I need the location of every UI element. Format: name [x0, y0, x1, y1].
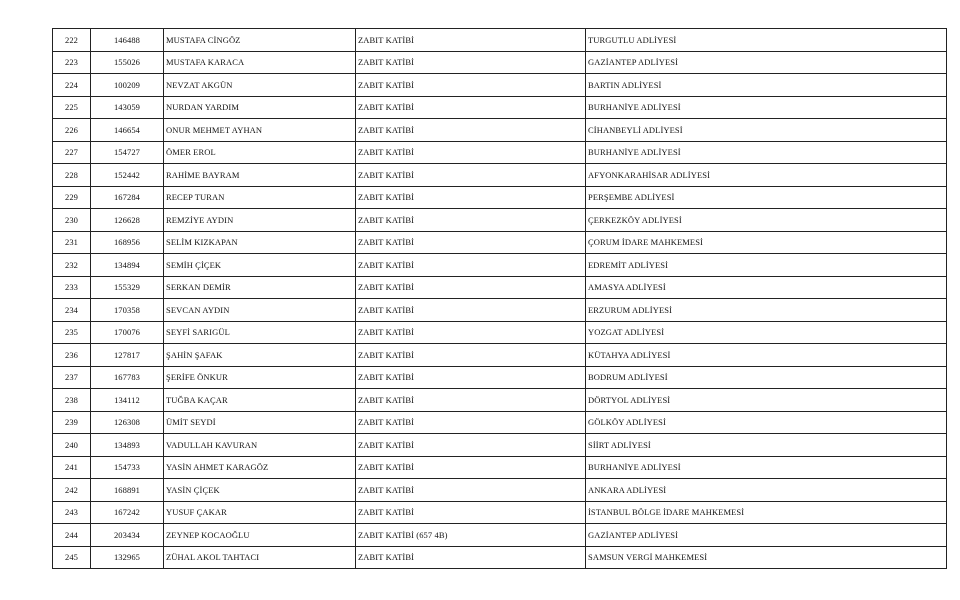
job-title-cell: ZABIT KATİBİ — [356, 141, 586, 164]
full-name-cell: NEVZAT AKGÜN — [164, 74, 356, 97]
unit-cell: TURGUTLU ADLİYESİ — [586, 29, 947, 52]
registry-number-cell: 155026 — [91, 51, 164, 74]
table-row — [53, 186, 947, 209]
unit-cell: AFYONKARAHİSAR ADLİYESİ — [586, 164, 947, 187]
full-name-cell: RECEP TURAN — [164, 186, 356, 209]
row-number-cell: 224 — [53, 74, 91, 97]
row-number-cell: 223 — [53, 51, 91, 74]
row-number-cell: 238 — [53, 389, 91, 412]
full-name-cell: SELİM KIZKAPAN — [164, 231, 356, 254]
full-name-cell: ŞAHİN ŞAFAK — [164, 344, 356, 367]
unit-cell: GAZİANTEP ADLİYESİ — [586, 524, 947, 547]
full-name-cell: ZÜHAL AKOL TAHTACI — [164, 546, 356, 569]
table-row — [53, 321, 947, 344]
registry-number-cell: 132965 — [91, 546, 164, 569]
row-number-cell: 233 — [53, 276, 91, 299]
registry-number-cell: 126628 — [91, 209, 164, 232]
unit-cell: KÜTAHYA ADLİYESİ — [586, 344, 947, 367]
personnel-table — [52, 28, 947, 569]
row-number-cell: 230 — [53, 209, 91, 232]
registry-number-cell: 170358 — [91, 299, 164, 322]
table-row — [53, 276, 947, 299]
unit-cell: BURHANİYE ADLİYESİ — [586, 141, 947, 164]
row-number-cell: 237 — [53, 366, 91, 389]
full-name-cell: MUSTAFA CİNGÖZ — [164, 29, 356, 52]
table-row — [53, 479, 947, 502]
row-number-cell: 232 — [53, 254, 91, 277]
job-title-cell: ZABIT KATİBİ — [356, 344, 586, 367]
job-title-cell: ZABIT KATİBİ (657 4B) — [356, 524, 586, 547]
unit-cell: YOZGAT ADLİYESİ — [586, 321, 947, 344]
registry-number-cell: 203434 — [91, 524, 164, 547]
job-title-cell: ZABIT KATİBİ — [356, 96, 586, 119]
full-name-cell: ŞERİFE ÖNKUR — [164, 366, 356, 389]
row-number-cell: 225 — [53, 96, 91, 119]
full-name-cell: REMZİYE AYDIN — [164, 209, 356, 232]
full-name-cell: YASİN AHMET KARAGÖZ — [164, 456, 356, 479]
row-number-cell: 228 — [53, 164, 91, 187]
table-row — [53, 209, 947, 232]
row-number-cell: 240 — [53, 434, 91, 457]
table-row — [53, 254, 947, 277]
unit-cell: İSTANBUL BÖLGE İDARE MAHKEMESİ — [586, 501, 947, 524]
registry-number-cell: 126308 — [91, 411, 164, 434]
table-row — [53, 231, 947, 254]
table-row — [53, 96, 947, 119]
full-name-cell: ONUR MEHMET AYHAN — [164, 119, 356, 142]
unit-cell: BODRUM ADLİYESİ — [586, 366, 947, 389]
table-row — [53, 434, 947, 457]
registry-number-cell: 154733 — [91, 456, 164, 479]
job-title-cell: ZABIT KATİBİ — [356, 186, 586, 209]
table-row — [53, 546, 947, 569]
unit-cell: SAMSUN VERGİ MAHKEMESİ — [586, 546, 947, 569]
registry-number-cell: 127817 — [91, 344, 164, 367]
table-row — [53, 29, 947, 52]
registry-number-cell: 155329 — [91, 276, 164, 299]
table-row — [53, 344, 947, 367]
personnel-table-body — [53, 29, 947, 569]
full-name-cell: SEYFİ SARIGÜL — [164, 321, 356, 344]
registry-number-cell: 100209 — [91, 74, 164, 97]
job-title-cell: ZABIT KATİBİ — [356, 321, 586, 344]
full-name-cell: SEMİH ÇİÇEK — [164, 254, 356, 277]
job-title-cell: ZABIT KATİBİ — [356, 276, 586, 299]
job-title-cell: ZABIT KATİBİ — [356, 546, 586, 569]
row-number-cell: 242 — [53, 479, 91, 502]
unit-cell: ÇORUM İDARE MAHKEMESİ — [586, 231, 947, 254]
registry-number-cell: 134893 — [91, 434, 164, 457]
job-title-cell: ZABIT KATİBİ — [356, 299, 586, 322]
full-name-cell: SEVCAN AYDIN — [164, 299, 356, 322]
row-number-cell: 243 — [53, 501, 91, 524]
job-title-cell: ZABIT KATİBİ — [356, 389, 586, 412]
registry-number-cell: 154727 — [91, 141, 164, 164]
registry-number-cell: 143059 — [91, 96, 164, 119]
registry-number-cell: 146488 — [91, 29, 164, 52]
full-name-cell: TUĞBA KAÇAR — [164, 389, 356, 412]
row-number-cell: 222 — [53, 29, 91, 52]
row-number-cell: 231 — [53, 231, 91, 254]
row-number-cell: 244 — [53, 524, 91, 547]
unit-cell: BARTIN ADLİYESİ — [586, 74, 947, 97]
job-title-cell: ZABIT KATİBİ — [356, 51, 586, 74]
registry-number-cell: 170076 — [91, 321, 164, 344]
full-name-cell: VADULLAH KAVURAN — [164, 434, 356, 457]
table-row — [53, 299, 947, 322]
job-title-cell: ZABIT KATİBİ — [356, 501, 586, 524]
unit-cell: ERZURUM ADLİYESİ — [586, 299, 947, 322]
registry-number-cell: 168956 — [91, 231, 164, 254]
full-name-cell: NURDAN YARDIM — [164, 96, 356, 119]
registry-number-cell: 167783 — [91, 366, 164, 389]
job-title-cell: ZABIT KATİBİ — [356, 231, 586, 254]
unit-cell: CİHANBEYLİ ADLİYESİ — [586, 119, 947, 142]
full-name-cell: SERKAN DEMİR — [164, 276, 356, 299]
table-row — [53, 366, 947, 389]
job-title-cell: ZABIT KATİBİ — [356, 366, 586, 389]
job-title-cell: ZABIT KATİBİ — [356, 164, 586, 187]
full-name-cell: ZEYNEP KOCAOĞLU — [164, 524, 356, 547]
job-title-cell: ZABIT KATİBİ — [356, 254, 586, 277]
full-name-cell: YUSUF ÇAKAR — [164, 501, 356, 524]
row-number-cell: 226 — [53, 119, 91, 142]
job-title-cell: ZABIT KATİBİ — [356, 411, 586, 434]
row-number-cell: 229 — [53, 186, 91, 209]
job-title-cell: ZABIT KATİBİ — [356, 119, 586, 142]
job-title-cell: ZABIT KATİBİ — [356, 74, 586, 97]
row-number-cell: 245 — [53, 546, 91, 569]
unit-cell: GÖLKÖY ADLİYESİ — [586, 411, 947, 434]
table-row — [53, 164, 947, 187]
unit-cell: DÖRTYOL ADLİYESİ — [586, 389, 947, 412]
table-row — [53, 524, 947, 547]
registry-number-cell: 167284 — [91, 186, 164, 209]
row-number-cell: 241 — [53, 456, 91, 479]
table-row — [53, 51, 947, 74]
table-row — [53, 141, 947, 164]
job-title-cell: ZABIT KATİBİ — [356, 29, 586, 52]
table-row — [53, 389, 947, 412]
table-row — [53, 456, 947, 479]
unit-cell: GAZİANTEP ADLİYESİ — [586, 51, 947, 74]
registry-number-cell: 134894 — [91, 254, 164, 277]
row-number-cell: 239 — [53, 411, 91, 434]
full-name-cell: ÜMİT SEYDİ — [164, 411, 356, 434]
unit-cell: PERŞEMBE ADLİYESİ — [586, 186, 947, 209]
full-name-cell: YASİN ÇİÇEK — [164, 479, 356, 502]
table-row — [53, 411, 947, 434]
row-number-cell: 234 — [53, 299, 91, 322]
registry-number-cell: 152442 — [91, 164, 164, 187]
registry-number-cell: 146654 — [91, 119, 164, 142]
unit-cell: ÇERKEZKÖY ADLİYESİ — [586, 209, 947, 232]
row-number-cell: 236 — [53, 344, 91, 367]
registry-number-cell: 168891 — [91, 479, 164, 502]
job-title-cell: ZABIT KATİBİ — [356, 209, 586, 232]
unit-cell: AMASYA ADLİYESİ — [586, 276, 947, 299]
job-title-cell: ZABIT KATİBİ — [356, 456, 586, 479]
table-row — [53, 74, 947, 97]
registry-number-cell: 134112 — [91, 389, 164, 412]
unit-cell: EDREMİT ADLİYESİ — [586, 254, 947, 277]
job-title-cell: ZABIT KATİBİ — [356, 434, 586, 457]
table-row — [53, 501, 947, 524]
unit-cell: BURHANİYE ADLİYESİ — [586, 456, 947, 479]
row-number-cell: 235 — [53, 321, 91, 344]
row-number-cell: 227 — [53, 141, 91, 164]
job-title-cell: ZABIT KATİBİ — [356, 479, 586, 502]
unit-cell: BURHANİYE ADLİYESİ — [586, 96, 947, 119]
table-row — [53, 119, 947, 142]
full-name-cell: ÖMER EROL — [164, 141, 356, 164]
full-name-cell: MUSTAFA KARACA — [164, 51, 356, 74]
registry-number-cell: 167242 — [91, 501, 164, 524]
unit-cell: SİİRT ADLİYESİ — [586, 434, 947, 457]
full-name-cell: RAHİME BAYRAM — [164, 164, 356, 187]
unit-cell: ANKARA ADLİYESİ — [586, 479, 947, 502]
